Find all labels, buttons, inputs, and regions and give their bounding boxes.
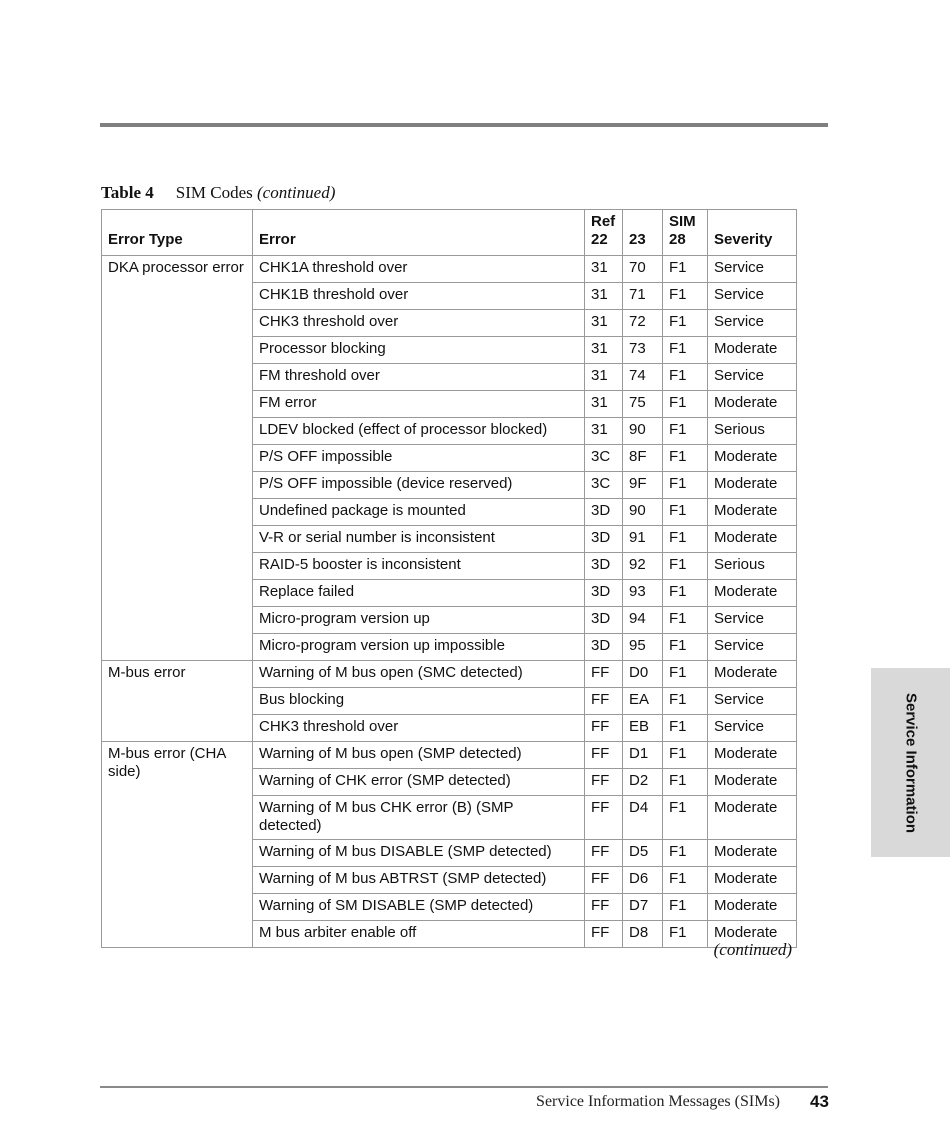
bottom-rule	[100, 1086, 828, 1088]
ref-22-cell: 31	[585, 256, 623, 283]
ref-23-cell: 90	[623, 499, 663, 526]
sim-28-cell: F1	[663, 256, 708, 283]
severity-cell: Service	[708, 688, 797, 715]
sim-28-cell: F1	[663, 553, 708, 580]
error-cell: Micro-program version up	[253, 607, 585, 634]
error-cell: P/S OFF impossible	[253, 445, 585, 472]
sim-28-cell: F1	[663, 921, 708, 948]
ref-23-cell: EA	[623, 688, 663, 715]
error-cell: CHK3 threshold over	[253, 715, 585, 742]
ref-22-cell: FF	[585, 661, 623, 688]
ref-23-cell: D8	[623, 921, 663, 948]
sim-28-cell: F1	[663, 796, 708, 840]
table-row	[102, 661, 797, 688]
ref-23-cell: D2	[623, 769, 663, 796]
ref-22-cell: FF	[585, 867, 623, 894]
sim-28-cell: F1	[663, 867, 708, 894]
sim-28-cell: F1	[663, 634, 708, 661]
header-severity: Severity	[708, 210, 797, 256]
ref-23-cell: 71	[623, 283, 663, 310]
ref-22-cell: 3D	[585, 526, 623, 553]
ref-22-cell: 3D	[585, 553, 623, 580]
error-cell: CHK3 threshold over	[253, 310, 585, 337]
severity-cell: Serious	[708, 418, 797, 445]
error-cell: Warning of M bus ABTRST (SMP detected)	[253, 867, 585, 894]
sim-28-cell: F1	[663, 391, 708, 418]
ref-22-cell: 3D	[585, 607, 623, 634]
severity-cell: Moderate	[708, 580, 797, 607]
ref-23-cell: 94	[623, 607, 663, 634]
ref-22-cell: 3C	[585, 472, 623, 499]
severity-cell: Service	[708, 364, 797, 391]
ref-23-cell: 75	[623, 391, 663, 418]
sim-28-cell: F1	[663, 894, 708, 921]
sim-28-cell: F1	[663, 526, 708, 553]
ref-23-cell: D5	[623, 840, 663, 867]
ref-23-cell: D4	[623, 796, 663, 840]
severity-cell: Moderate	[708, 769, 797, 796]
error-cell: Warning of SM DISABLE (SMP detected)	[253, 894, 585, 921]
severity-cell: Service	[708, 607, 797, 634]
sim-28-cell: F1	[663, 445, 708, 472]
severity-cell: Moderate	[708, 840, 797, 867]
sim-28-cell: F1	[663, 310, 708, 337]
table-body	[102, 256, 797, 948]
ref-22-cell: 31	[585, 418, 623, 445]
footer-title: Service Information Messages (SIMs)	[536, 1093, 780, 1110]
table-header-row	[102, 210, 797, 256]
error-cell: Bus blocking	[253, 688, 585, 715]
ref-22-cell: FF	[585, 715, 623, 742]
top-rule	[100, 123, 828, 127]
ref-23-cell: D0	[623, 661, 663, 688]
section-side-tab-label: Service Information	[902, 692, 919, 833]
error-cell: FM error	[253, 391, 585, 418]
ref-23-cell: 92	[623, 553, 663, 580]
table-caption	[101, 183, 335, 203]
sim-28-cell: F1	[663, 499, 708, 526]
error-cell: Warning of CHK error (SMP detected)	[253, 769, 585, 796]
ref-22-cell: 31	[585, 391, 623, 418]
severity-cell: Service	[708, 256, 797, 283]
severity-cell: Moderate	[708, 391, 797, 418]
sim-28-cell: F1	[663, 337, 708, 364]
severity-cell: Service	[708, 634, 797, 661]
sim-28-cell: F1	[663, 580, 708, 607]
ref-23-cell: 9F	[623, 472, 663, 499]
ref-22-cell: 3D	[585, 634, 623, 661]
sim-28-cell: F1	[663, 418, 708, 445]
ref-23-cell: D6	[623, 867, 663, 894]
ref-22-cell: FF	[585, 742, 623, 769]
error-cell: Undefined package is mounted	[253, 499, 585, 526]
table-row	[102, 742, 797, 769]
error-cell: CHK1A threshold over	[253, 256, 585, 283]
sim-28-cell: F1	[663, 688, 708, 715]
error-cell: Warning of M bus CHK error (B) (SMP detected)	[253, 796, 585, 840]
ref-23-cell: EB	[623, 715, 663, 742]
sim-28-cell: F1	[663, 742, 708, 769]
severity-cell: Moderate	[708, 337, 797, 364]
sim-28-cell: F1	[663, 840, 708, 867]
ref-23-cell: 72	[623, 310, 663, 337]
ref-22-cell: 3D	[585, 499, 623, 526]
ref-22-cell: 3C	[585, 445, 623, 472]
sim-28-cell: F1	[663, 472, 708, 499]
ref-22-cell: 3D	[585, 580, 623, 607]
error-cell: M bus arbiter enable off	[253, 921, 585, 948]
error-cell: P/S OFF impossible (device reserved)	[253, 472, 585, 499]
severity-cell: Moderate	[708, 894, 797, 921]
header-sim-28	[663, 210, 708, 256]
error-cell: Micro-program version up impossible	[253, 634, 585, 661]
sim-28-cell: F1	[663, 769, 708, 796]
error-type-cell: DKA processor error	[102, 256, 253, 661]
error-type-cell: M-bus error	[102, 661, 253, 742]
ref-23-cell: 8F	[623, 445, 663, 472]
sim-28-cell: F1	[663, 607, 708, 634]
ref-22-cell: 31	[585, 283, 623, 310]
ref-22-cell: 31	[585, 337, 623, 364]
ref-23-cell: 73	[623, 337, 663, 364]
severity-cell: Moderate	[708, 499, 797, 526]
header-23: 23	[623, 210, 663, 256]
table-row	[102, 256, 797, 283]
ref-22-cell: FF	[585, 796, 623, 840]
error-cell: V-R or serial number is inconsistent	[253, 526, 585, 553]
ref-22-cell: 31	[585, 310, 623, 337]
severity-cell: Moderate	[708, 526, 797, 553]
header-error: Error	[253, 210, 585, 256]
ref-22-cell: FF	[585, 840, 623, 867]
severity-cell: Service	[708, 715, 797, 742]
header-error-type: Error Type	[102, 210, 253, 256]
severity-cell: Moderate	[708, 742, 797, 769]
error-cell: LDEV blocked (effect of processor blocked)	[253, 418, 585, 445]
severity-cell: Moderate	[708, 472, 797, 499]
sim-28-cell: F1	[663, 364, 708, 391]
error-cell: Replace failed	[253, 580, 585, 607]
header-28-label: 28	[669, 231, 686, 248]
ref-23-cell: 70	[623, 256, 663, 283]
error-cell: Warning of M bus DISABLE (SMP detected)	[253, 840, 585, 867]
sim-28-cell: F1	[663, 715, 708, 742]
ref-23-cell: 91	[623, 526, 663, 553]
ref-23-cell: 95	[623, 634, 663, 661]
error-cell: Warning of M bus open (SMC detected)	[253, 661, 585, 688]
sim-codes-table	[101, 209, 797, 948]
page-number: 43	[810, 1092, 829, 1111]
ref-23-cell: 74	[623, 364, 663, 391]
ref-23-cell: 93	[623, 580, 663, 607]
error-cell: Warning of M bus open (SMP detected)	[253, 742, 585, 769]
ref-22-cell: FF	[585, 688, 623, 715]
error-type-cell: M-bus error (CHA side)	[102, 742, 253, 948]
error-cell: Processor blocking	[253, 337, 585, 364]
severity-cell: Service	[708, 283, 797, 310]
severity-cell: Moderate	[708, 921, 797, 948]
header-ref-22	[585, 210, 623, 256]
severity-cell: Moderate	[708, 867, 797, 894]
severity-cell: Moderate	[708, 796, 797, 840]
error-cell: FM threshold over	[253, 364, 585, 391]
ref-23-cell: 90	[623, 418, 663, 445]
table-number: Table 4	[101, 183, 154, 202]
sim-28-cell: F1	[663, 283, 708, 310]
section-side-tab	[871, 668, 950, 857]
ref-22-cell: 31	[585, 364, 623, 391]
ref-23-cell: D1	[623, 742, 663, 769]
severity-cell: Moderate	[708, 661, 797, 688]
severity-cell: Moderate	[708, 445, 797, 472]
ref-22-cell: FF	[585, 921, 623, 948]
ref-22-cell: FF	[585, 894, 623, 921]
error-cell: CHK1B threshold over	[253, 283, 585, 310]
table-continued-label: (continued)	[257, 183, 336, 202]
ref-22-cell: FF	[585, 769, 623, 796]
ref-23-cell: D7	[623, 894, 663, 921]
header-22-label: 22	[591, 231, 608, 248]
table-name: SIM Codes	[175, 183, 253, 202]
severity-cell: Serious	[708, 553, 797, 580]
continued-note: (continued)	[713, 940, 792, 959]
header-sim-label: SIM	[669, 213, 696, 230]
header-ref-label: Ref	[591, 213, 616, 230]
error-cell: RAID-5 booster is inconsistent	[253, 553, 585, 580]
sim-28-cell: F1	[663, 661, 708, 688]
severity-cell: Service	[708, 310, 797, 337]
